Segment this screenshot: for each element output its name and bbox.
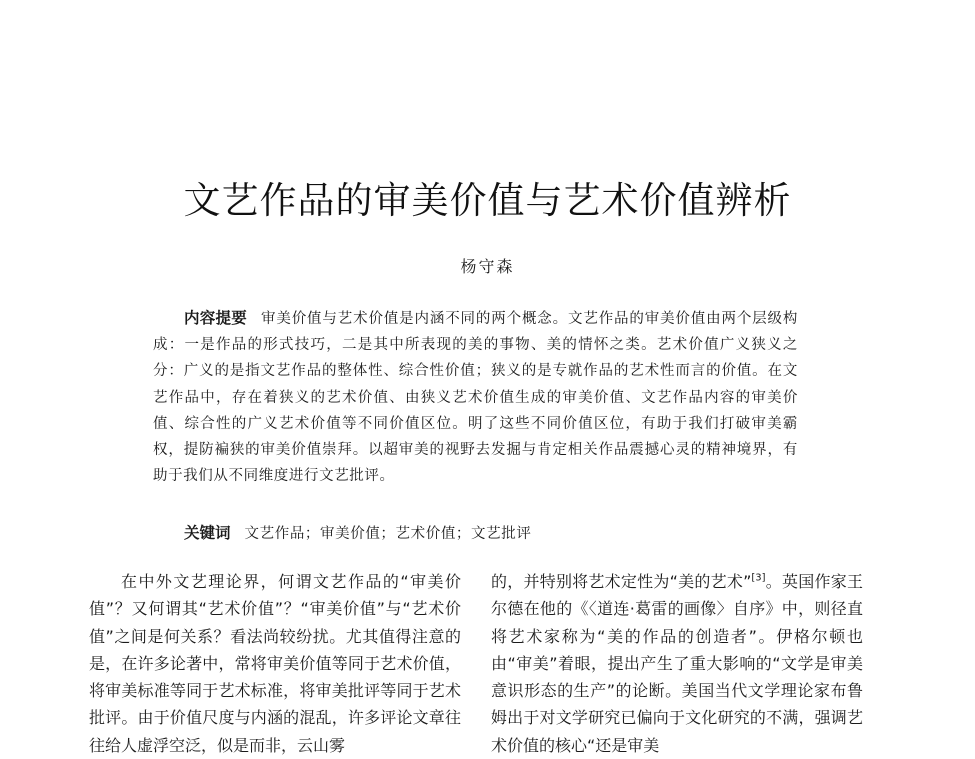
body-column-left: 在中外文艺理论界，何谓文艺作品的“审美价值”？又何谓其“艺术价值”？“审美价值”与“艺术价值”之间是何关系？看法尚较纷扰。尤其值得注意的是，在许多论著中，常将审美价值等同于艺术价值，将审美标准等同于艺术标准，将审美批评等同于艺术批评。由于价值尺度与内涵的混乱，许多评论文章往往给人虚浮空泛，似是而非，云山雾: [89, 572, 461, 755]
keywords: [184, 520, 798, 547]
citation-ref[interactable]: [3]: [751, 572, 766, 584]
body-right-part-1: 的，并特别将艺术定性为“美的艺术”: [491, 572, 752, 591]
abstract: [153, 305, 798, 489]
body-right-part-2: 。英国作家王尔德在他的《〈道连·葛雷的画像〉自序》中，则径直将艺术家称为“美的作品的创造者”。伊格尔顿也由“审美”着眼，提出产生了重大影响的“文学是审美意识形态的生产”的论断。美国当代文学理论家布鲁姆出于对文学研究已偏向于文化研究的不满，强调艺术价值的核心“还是审美: [491, 572, 863, 755]
paper-title: 文艺作品的审美价值与艺术价值辨析: [183, 179, 792, 222]
keywords-label: 关键词: [184, 524, 231, 542]
keywords-text: 文艺作品；审美价值；艺术价值；文艺批评: [244, 526, 532, 542]
abstract-text: 审美价值与艺术价值是内涵不同的两个概念。文艺作品的审美价值由两个层级构成：一是作品的形式技巧，二是其中所表现的美的事物、美的情怀之类。艺术价值广义狭义之分：广义的是指文艺作品的整体性、综合性价值；狭义的是专就作品的艺术性而言的价值。在文艺作品中，存在着狭义的艺术价值、由狭义艺术价值生成的审美价值、文艺作品内容的审美价值、综合性的广义艺术价值等不同价值区位。明了这些不同价值区位，有助于我们打破审美霸权，提防褊狭的审美价值崇拜。以超审美的视野去发掘与肯定相关作品震撼心灵的精神境界，有助于我们从不同维度进行文艺批评。: [153, 311, 798, 485]
author-name: 杨守森: [460, 257, 515, 276]
abstract-label: 内容提要: [184, 309, 247, 327]
body-column-right: [491, 568, 863, 759]
